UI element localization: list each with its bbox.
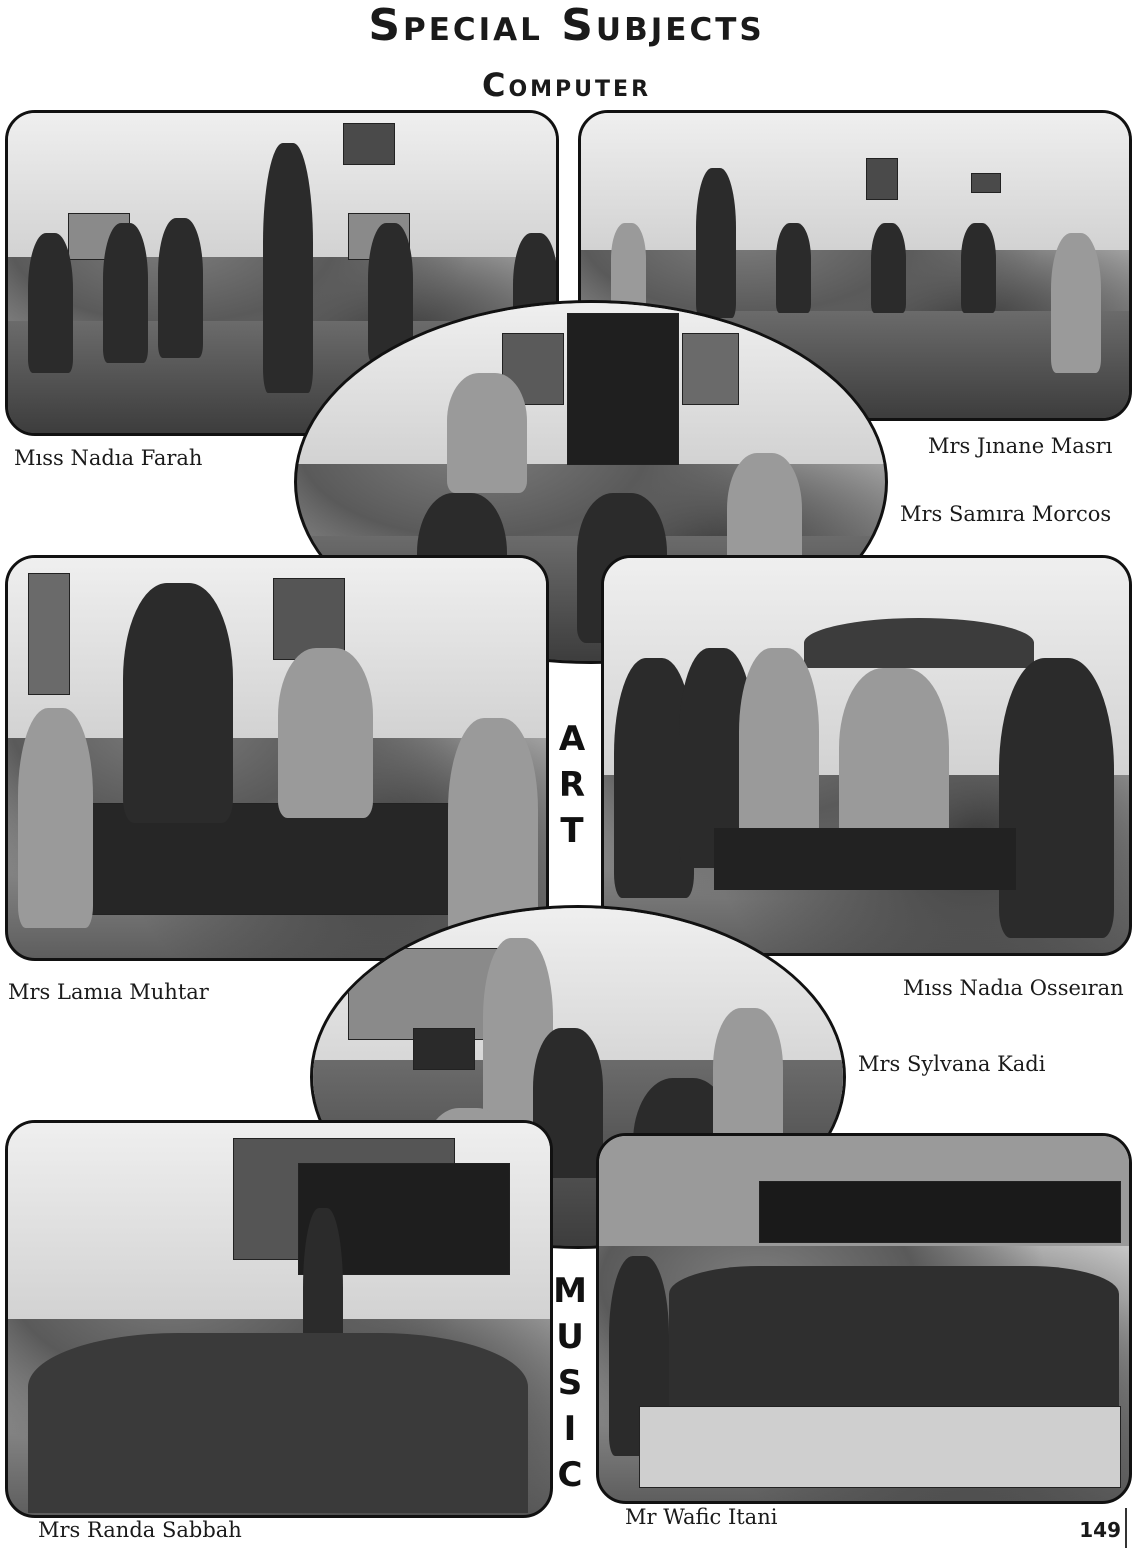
- music-letter-s: S: [557, 1363, 583, 1403]
- music-letter-u: U: [556, 1317, 584, 1357]
- photo-music-left: [5, 1120, 553, 1518]
- music-letter-i: I: [563, 1409, 577, 1449]
- photo-art-right: [601, 555, 1132, 956]
- page-edge-bar: [1125, 1508, 1127, 1548]
- music-letter-m: M: [553, 1271, 587, 1311]
- art-letter-t: T: [560, 811, 584, 851]
- caption-computer-right: Mrs Jınane Masrı: [928, 434, 1113, 458]
- caption-music-left: Mrs Randa Sabbah: [38, 1518, 242, 1542]
- section-label-art: [550, 716, 594, 854]
- caption-art-center: Mrs Samıra Morcos: [900, 502, 1112, 526]
- caption-art-left: Mrs Lamıa Muhtar: [8, 980, 209, 1004]
- photo-music-right: [596, 1133, 1132, 1504]
- caption-music-right: Mr Wafic Itani: [625, 1505, 778, 1529]
- section-label-music: [548, 1268, 592, 1498]
- art-letter-a: A: [558, 719, 586, 759]
- music-letter-c: C: [557, 1455, 583, 1495]
- section-title-computer: Computer: [481, 66, 652, 104]
- caption-art-right: Mıss Nadıa Osseıran: [903, 976, 1124, 1000]
- art-letter-r: R: [558, 765, 586, 805]
- caption-computer-left: Mıss Nadıa Farah: [14, 446, 203, 470]
- caption-music-center: Mrs Sylvana Kadi: [858, 1052, 1046, 1076]
- page-title: Special Subjects: [368, 0, 765, 51]
- photo-art-left: [5, 555, 549, 961]
- page-number: 149: [1079, 1518, 1121, 1542]
